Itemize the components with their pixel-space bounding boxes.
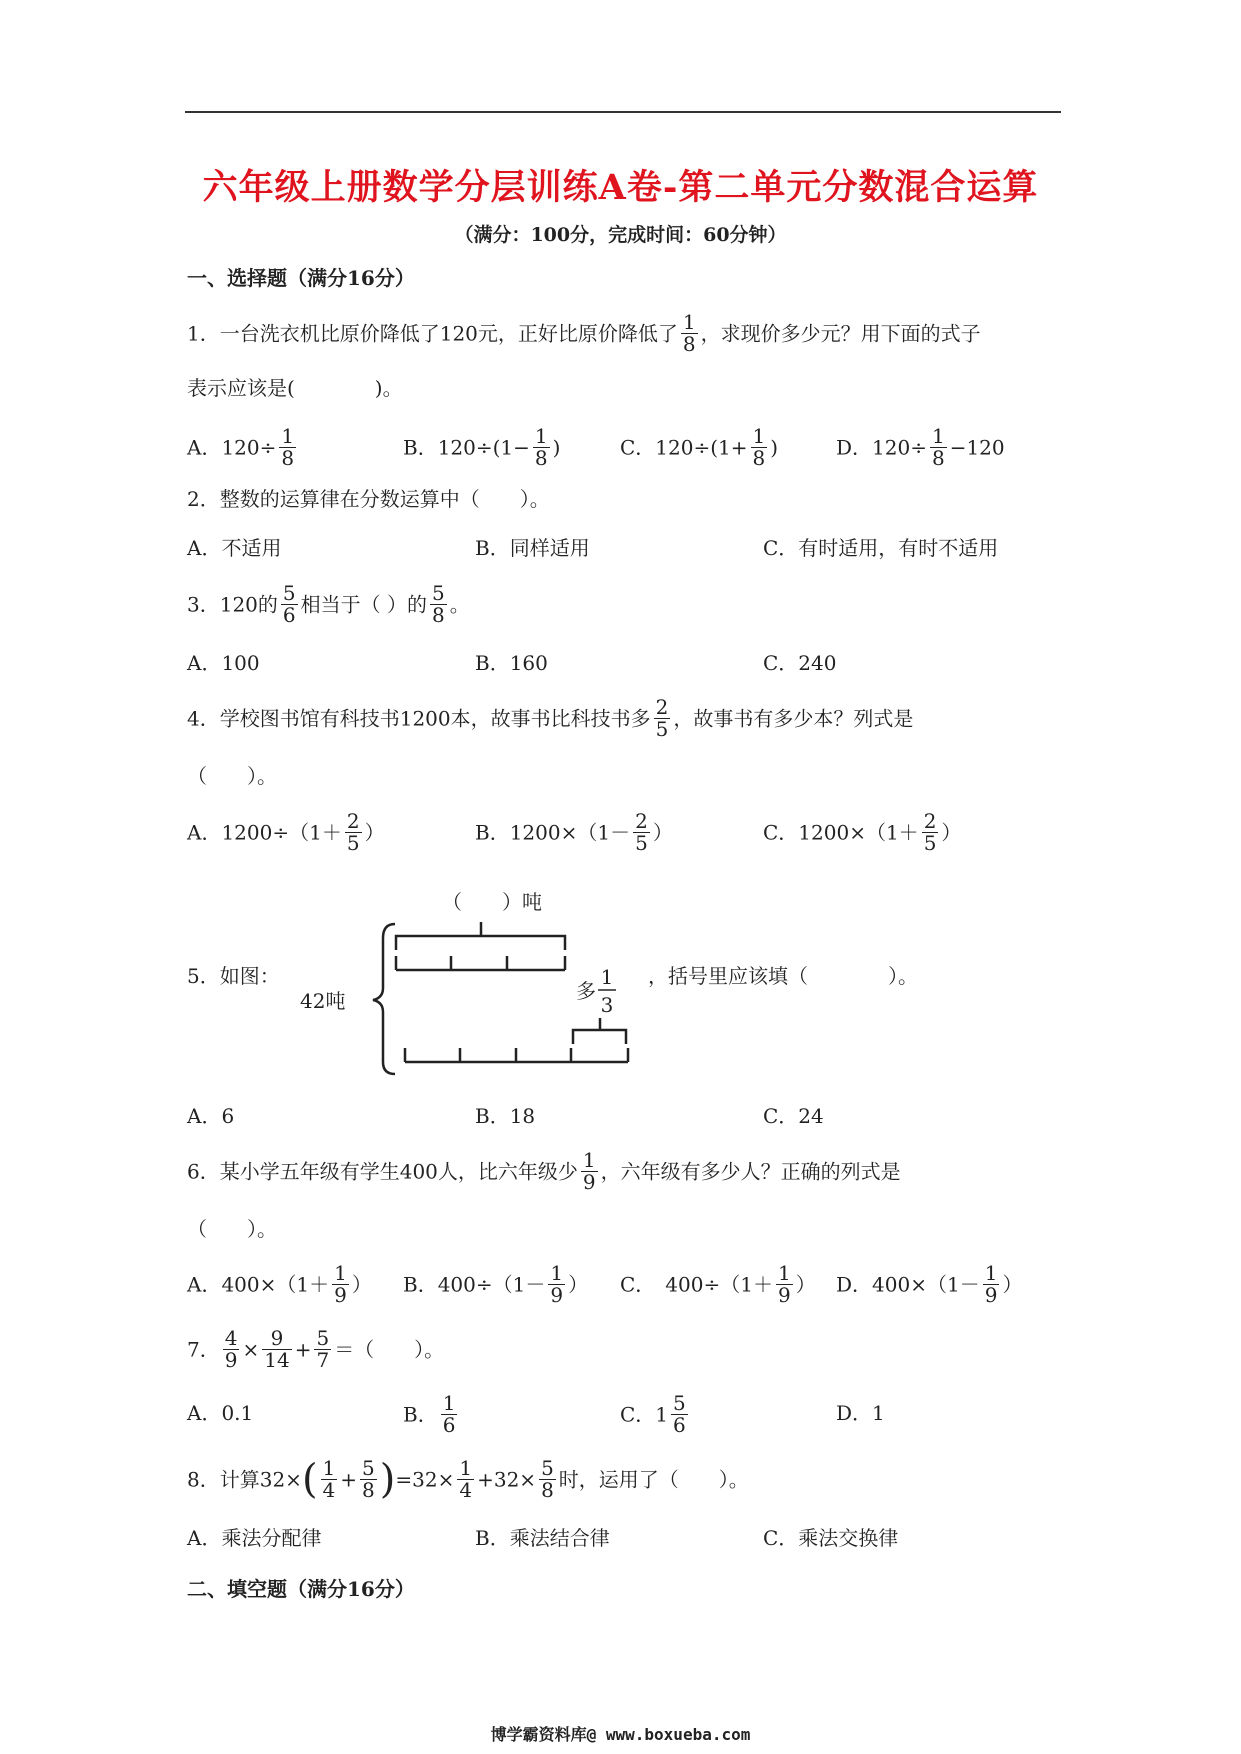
question-5-stem-cont: ，括号里应该填（ ）。 (648, 964, 918, 988)
question-7-stem: 7． $\frac{4}{9}$ × $\frac{9}{14}$ + $\frac{5}{7}$ ＝（ ）。 (187, 1326, 445, 1372)
question-2-stem: 2．整数的运算律在分数运算中（ ）。 (187, 487, 550, 511)
question-6-stem-cont: （ ）。 (187, 1217, 277, 1241)
question-4-option-c[interactable]: C．1200×（1＋ $\frac{2}{5}$ ） (763, 809, 962, 855)
top-bracket (396, 936, 565, 950)
question-2-option-c[interactable]: C．有时适用，有时不适用 (763, 536, 999, 560)
question-7-option-d[interactable]: D．1 (836, 1401, 885, 1425)
section-heading-fill: 二、填空题（满分16分） (187, 1577, 415, 1601)
question-6-option-d[interactable]: D．400×（1－ $\frac{1}{9}$ ） (836, 1261, 1023, 1307)
question-4-stem-cont: （ ）。 (187, 764, 277, 788)
question-4-option-a[interactable]: A．1200÷（1＋ $\frac{2}{5}$ ） (187, 809, 385, 855)
question-5-stem: 5．如图： (187, 964, 280, 988)
page-subtitle: （满分：100分，完成时间：60分钟） (454, 224, 787, 246)
question-3-option-b[interactable]: B．160 (475, 651, 548, 675)
question-1-option-a[interactable]: A．120÷ $\frac{1}{8}$ (187, 424, 295, 470)
question-4-option-b[interactable]: B．1200×（1－ $\frac{2}{5}$ ） (475, 809, 673, 855)
question-2-option-a[interactable]: A．不适用 (187, 536, 282, 560)
diagram-top-label: （ ）吨 (442, 890, 542, 914)
question-8-option-c[interactable]: C．乘法交换律 (763, 1526, 899, 1550)
question-6-option-c[interactable]: C． 400÷（1＋ $\frac{1}{9}$ ） (620, 1261, 816, 1307)
bar-diagram (290, 880, 670, 1080)
question-1-stem-cont: 表示应该是( )。 (187, 376, 403, 400)
question-3-stem: 3．120的 $\frac{5}{6}$ 相当于（ ）的 $\frac{5}{8}$ 。 (187, 581, 470, 627)
question-8-option-b[interactable]: B．乘法结合律 (475, 1526, 610, 1550)
footer-watermark: 博学霸资料库@ www.boxueba.com (490, 1725, 751, 1744)
section-heading-choice: 一、选择题（满分16分） (187, 266, 415, 290)
diagram-frac-num: 1 (600, 965, 614, 989)
question-8-stem: 8．计算32×( $\frac{1}{4}$ + $\frac{5}{8}$ )=32× $\frac{1}{4}$ +32× $\frac{5}{8}$ 时，运用了（ ）。 (187, 1456, 749, 1503)
question-3-option-a[interactable]: A．100 (187, 651, 260, 675)
diagram-more-label: 多 (576, 979, 596, 1003)
question-4-stem: 4．学校图书馆有科技书1200本，故事书比科技书多 $\frac{2}{5}$ ，故事书有多少本？列式是 (187, 695, 914, 741)
question-7-option-c[interactable]: C．1 $\frac{5}{6}$ (620, 1391, 686, 1437)
question-1-option-c[interactable]: C．120÷(1+ $\frac{1}{8}$ ) (620, 424, 779, 470)
question-3-option-c[interactable]: C．240 (763, 651, 837, 675)
question-5-option-c[interactable]: C．24 (763, 1104, 824, 1128)
question-6-option-b[interactable]: B．400÷（1－ $\frac{1}{9}$ ） (403, 1261, 589, 1307)
left-brace (373, 924, 395, 1074)
fraction: $\frac{1}{8}$ (682, 310, 696, 356)
header-rule (185, 111, 1061, 113)
question-1-option-d[interactable]: D．120÷ $\frac{1}{8}$ −120 (836, 424, 1005, 470)
diagram-frac-den: 3 (600, 993, 614, 1017)
question-2-option-b[interactable]: B．同样适用 (475, 536, 590, 560)
question-6-stem: 6．某小学五年级有学生400人，比六年级少 $\frac{1}{9}$ ，六年级有多少人？正确的列式是 (187, 1148, 901, 1194)
question-6-option-a[interactable]: A．400×（1＋ $\frac{1}{9}$ ） (187, 1261, 372, 1307)
question-1-option-b[interactable]: B．120÷(1− $\frac{1}{8}$ ) (403, 424, 561, 470)
question-7-option-a[interactable]: A．0.1 (187, 1401, 254, 1425)
question-7-option-b[interactable]: B． $\frac{1}{6}$ (403, 1391, 456, 1437)
question-5-option-a[interactable]: A．6 (187, 1104, 235, 1128)
question-8-option-a[interactable]: A．乘法分配律 (187, 1526, 322, 1550)
extra-bracket (573, 1030, 626, 1044)
question-1-stem: 1．一台洗衣机比原价降低了120元，正好比原价降低了 $\frac{1}{8}$ ，求现价多少元？用下面的式子 (187, 310, 981, 356)
page-title: 六年级上册数学分层训练A卷-第二单元分数混合运算 (202, 167, 1039, 208)
question-5-option-b[interactable]: B．18 (475, 1104, 536, 1128)
diagram-left-label: 42吨 (300, 989, 346, 1013)
